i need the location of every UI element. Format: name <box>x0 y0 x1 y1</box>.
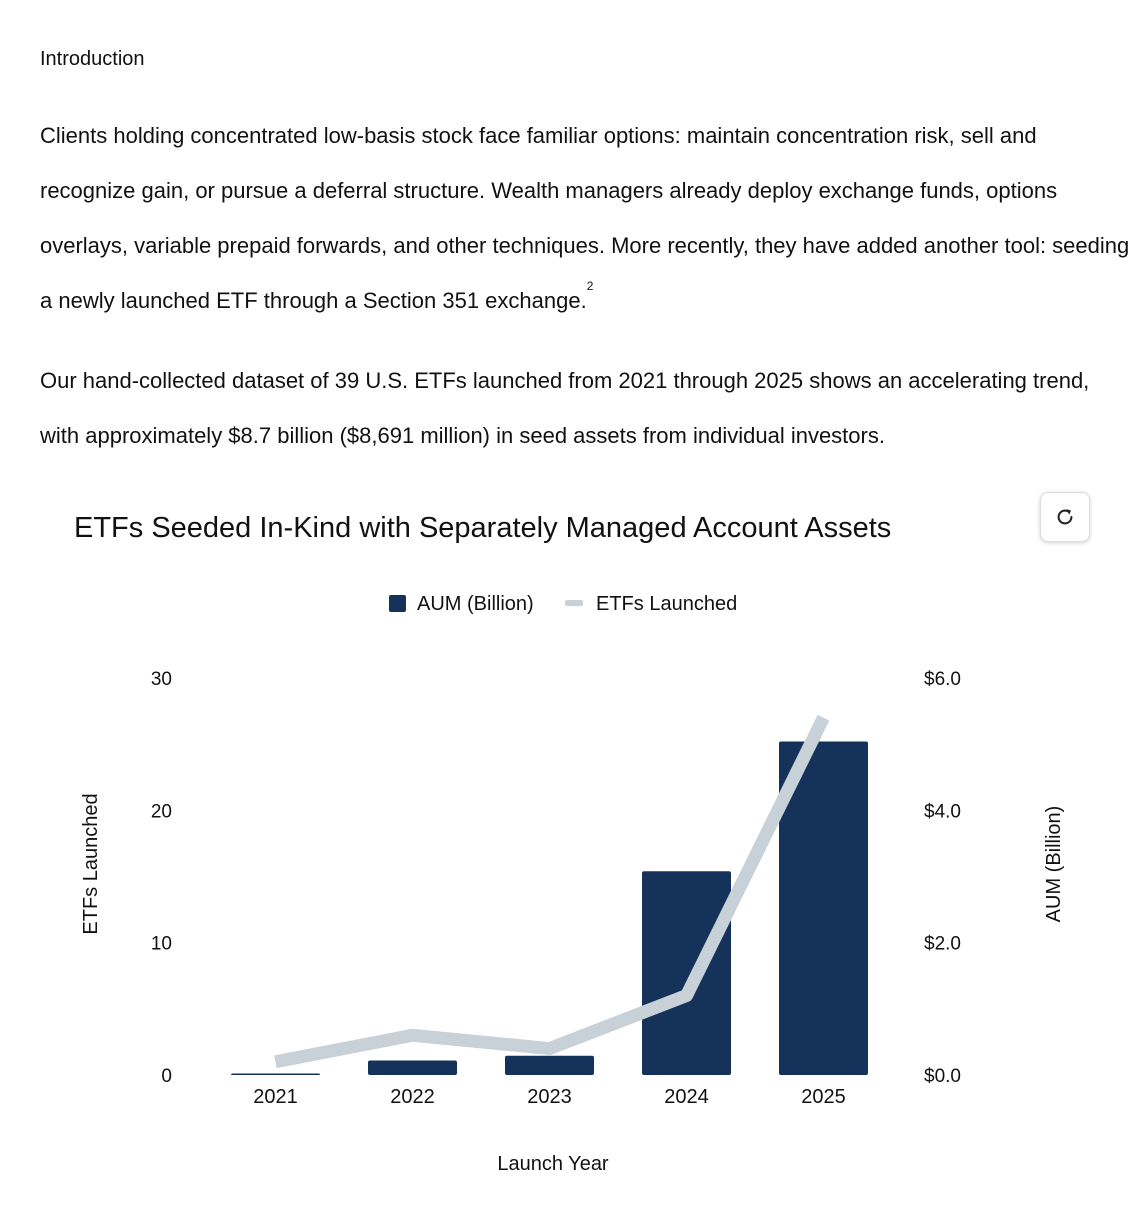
right-tick-label: $6.0 <box>924 669 961 690</box>
refresh-icon <box>1054 506 1076 528</box>
x-axis-title: Launch Year <box>497 1153 609 1175</box>
line-etfs-launched[interactable] <box>276 718 824 1062</box>
legend-swatch-aum[interactable] <box>389 595 406 612</box>
legend-swatch-etfs[interactable] <box>565 600 583 606</box>
section-label: Introduction <box>40 48 145 70</box>
left-axis-title: ETFs Launched <box>80 793 102 935</box>
left-tick-label: 20 <box>150 801 172 823</box>
right-axis <box>924 669 961 1087</box>
chart-title: ETFs Seeded In-Kind with Separately Managed Account Assets <box>74 512 892 544</box>
right-tick-label: $4.0 <box>924 801 961 823</box>
right-axis-title: AUM (Billion) <box>1043 805 1065 923</box>
legend-label-etfs[interactable]: ETFs Launched <box>596 593 738 615</box>
x-tick-label: 2025 <box>801 1086 846 1108</box>
x-axis <box>253 1086 846 1108</box>
x-tick-label: 2022 <box>390 1086 435 1108</box>
line-series <box>275 717 825 1063</box>
intro-paragraph-1-text: Clients holding concentrated low-basis stock face familiar options: maintain concentration risk, sell and recognize gain, or pursue a deferral structure. Wealth managers already deploy exchange funds, options overlays, variable prepaid forwards, and other techniques. More recently, they have added another tool: seeding a newly launched ETF through a Section 351 exchange. <box>40 123 1130 313</box>
refresh-button[interactable] <box>1040 492 1090 542</box>
right-tick-label: $0.0 <box>924 1066 961 1087</box>
intro-paragraph-1 <box>40 108 1130 328</box>
chart <box>0 570 1144 1210</box>
x-tick-label: 2021 <box>253 1086 298 1108</box>
bar-aum-2022[interactable] <box>368 1060 457 1075</box>
bar-series <box>231 742 868 1075</box>
bar-aum-2024[interactable] <box>642 871 731 1075</box>
footnote-marker[interactable]: 2 <box>586 279 594 293</box>
x-tick-label: 2024 <box>664 1086 709 1108</box>
bar-aum-2023[interactable] <box>505 1056 594 1075</box>
right-tick-label: $2.0 <box>924 933 961 955</box>
left-axis <box>151 669 172 1087</box>
left-tick-label: 30 <box>150 669 172 690</box>
intro-paragraph-2: Our hand-collected dataset of 39 U.S. ETFs launched from 2021 through 2025 shows an accelerating trend, with approximately $8.7 billion ($8,691 million) in seed assets from individual investors. <box>40 368 1090 448</box>
left-tick-label: 10 <box>150 933 172 955</box>
legend-label-aum[interactable]: AUM (Billion) <box>417 593 534 615</box>
x-tick-label: 2023 <box>527 1086 572 1108</box>
bar-aum-2021[interactable] <box>231 1074 320 1076</box>
chart-legend <box>389 593 737 615</box>
left-tick-label: 0 <box>161 1066 172 1087</box>
